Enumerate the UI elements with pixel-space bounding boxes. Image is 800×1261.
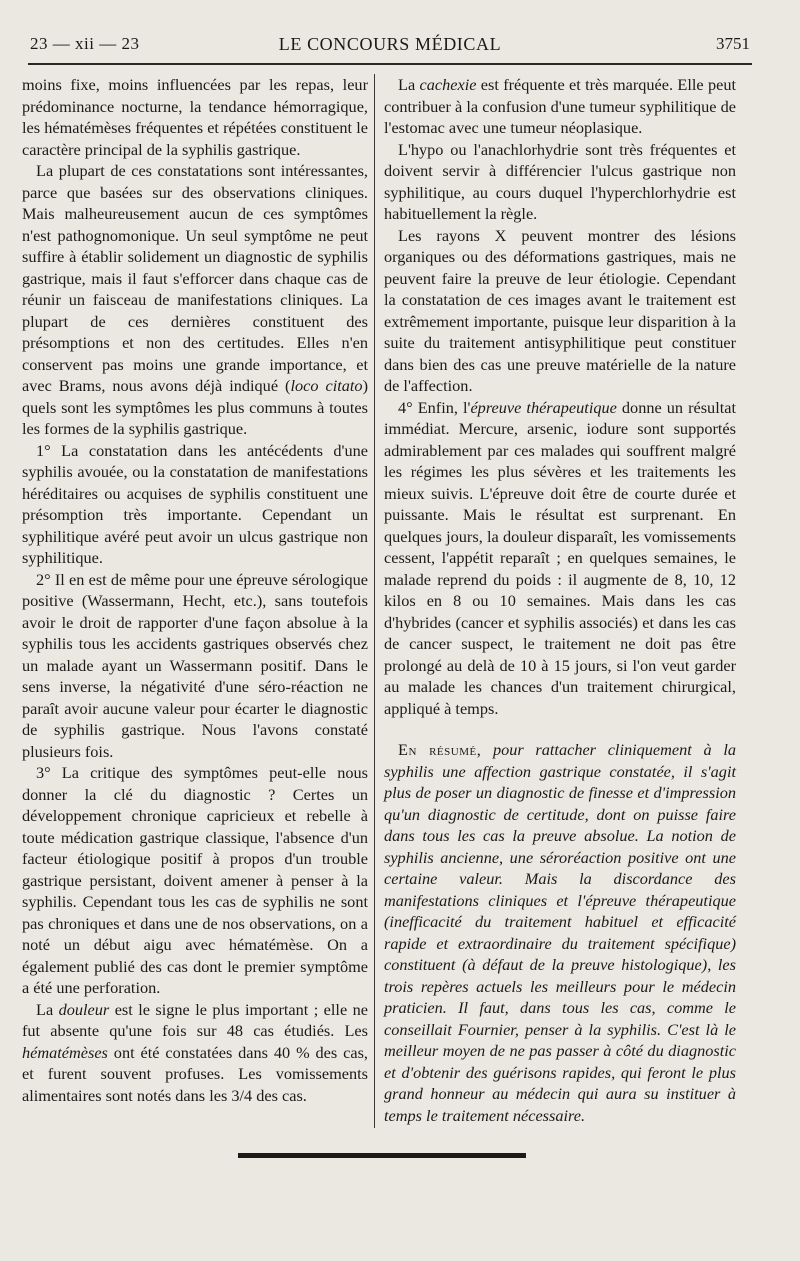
right-paragraph-3: Les rayons X peuvent montrer des lésions organiques ou des déformations gastriques, mais ne peuvent faire la preuve de leur étiologie. Cependant la constatation de ces images avant le traitement est extrêmement importante, puisque leur disparition à la suite du traitement antisyphilitique peut constituer dans bien des cas une preuve matérielle de la nature de l'affection. — [384, 225, 736, 395]
end-ornament-rule — [238, 1153, 526, 1158]
right-column — [384, 74, 736, 1126]
left-paragraph-2: La plupart de ces constatations sont intéressantes, parce que basées sur des observations cliniques. Mais malheureusement aucun de ces symptômes n'est pathognomonique. Un seul symptôme ne peut suffire à établir solidement un diagnostic de syphilis gastrique, mais il faut s'efforcer dans chaque cas de réunir un faisceau de manifestations cliniques. La plupart de ces dernières constituent des présomptions et non des certitudes. Elles n'en conservent pas moins une grande importance, et avec Brams, nous avons déjà indiqué (loco citato) quels sont les symptômes les plus communs à toutes les formes de la syphilis gastrique. — [22, 161, 368, 438]
page-number: 3751 — [716, 34, 750, 53]
journal-title: LE CONCOURS MÉDICAL — [278, 34, 502, 54]
right-paragraph-1: La cachexie est fréquente et très marquée. Elle peut contribuer à la confusion d'une tumeur syphilitique de l'estomac avec une tumeur néoplasique. — [384, 75, 736, 137]
left-paragraph-1: moins fixe, moins influencées par les repas, leur prédominance nocturne, la tendance hémorragique, les hématémèses fréquentes et répétées constituent le caractère principal de la syphilis gastrique. — [22, 75, 368, 159]
left-column — [22, 74, 368, 1106]
left-paragraph-3: 1° La constatation dans les antécédents d'une syphilis avouée, ou la constatation de manifestations héréditaires ou acquises de syphilis constituent une présomption très importante. Cependant un syphilitique avéré peut avoir un ulcus gastrique non syphilitique. — [22, 440, 368, 567]
header-rule — [28, 63, 752, 65]
summary-paragraph: En résumé, pour rattacher cliniquement à la syphilis une affection gastrique constatée, il s'agit plus de poser un diagnostic de finesse et d'impression qu'un diagnostic de certitude, dont on puisse faire dans tous les cas la preuve absolue. La notion de syphilis ancienne, une séroréaction positive ont une certaine valeur. Mais la discordance des manifestations cliniques et l'épreuve thérapeutique (inefficacité du traitement habituel et efficacité rapide et extraordinaire du traitement spécifique) constituent (à défaut de la preuve histologique), les trois repères actuels les meilleurs pour le médecin praticien. Il faut, dans tous les cas, comme le conseillait Fournier, penser à la syphilis. C'est là le meilleur moyen de ne pas passer à côté du diagnostic et d'obtenir des guérisons rapides, qui feront le plus grand honneur au médecin qui aura su instituer à temps le traitement nécessaire. — [384, 740, 736, 1125]
right-paragraph-4: 4° Enfin, l'épreuve thérapeutique donne un résultat immédiat. Mercure, arsenic, iodure sont supportés admirablement par ces malades qui souffrent malgré les régimes les plus sévères et les traitements les mieux suivis. L'épreuve doit être de courte durée et puissante. Mais le résultat est surprenant. En quelques jours, la douleur disparaît, les vomissements cessent, l'appétit reparaît ; en quelques semaines, le malade reprend du poids : il augmente de 8, 10, 12 kilos en 8 ou 10 semaines. Mais dans les cas d'hybrides (cancer et syphilis associés) et dans les cas de cancer suspect, le traitement ne doit pas être prolongé au delà de 10 à 15 jours, si l'on veut garder au malade les chances d'un traitement chirurgical, appliqué à temps. — [384, 397, 736, 718]
left-paragraph-4: 2° Il en est de même pour une épreuve sérologique positive (Wassermann, Hecht, etc.), sans toutefois avoir le droit de rapporter d'une façon absolue à la syphilis tous les accidents gastriques observés chez un malade ayant un Wassermann positif. Dans le sens inverse, la négativité d'une séro-réaction ne paraît avoir aucune valeur pour écarter le diagnostic de syphilis gastrique. Nous l'avons constaté plusieurs fois. — [22, 569, 368, 761]
header-date: 23 — xii — 23 — [30, 34, 140, 53]
page-header — [30, 34, 750, 60]
right-paragraph-2: L'hypo ou l'anachlorhydrie sont très fréquentes et doivent servir à différencier l'ulcus gastrique non syphilitique, au cours duquel l'hyperchlorhydrie est habituellement la règle. — [384, 139, 736, 223]
left-paragraph-5: 3° La critique des symptômes peut-elle nous donner la clé du diagnostic ? Certes un développement chronique capricieux et rebelle à toute médication gastrique classique, l'absence d'un facteur étiologique positif à propos d'un trouble gastrique persistant, doivent amener à penser à la syphilis. Cependant tous les cas de syphilis ne sont pas chroniques et dans une de nos observations, on a noté un début aigu avec hématémèse. On a également publié des cas dont le premier symptôme a été une perforation. — [22, 763, 368, 997]
left-paragraph-6: La douleur est le signe le plus important ; elle ne fut absente qu'une fois sur 48 cas étudiés. Les hématémèses ont été constatées dans 40 % des cas, et furent souvent profuses. Les vomissements alimentaires sont notés dans les 3/4 des cas. — [22, 999, 368, 1105]
column-divider — [374, 74, 375, 1128]
